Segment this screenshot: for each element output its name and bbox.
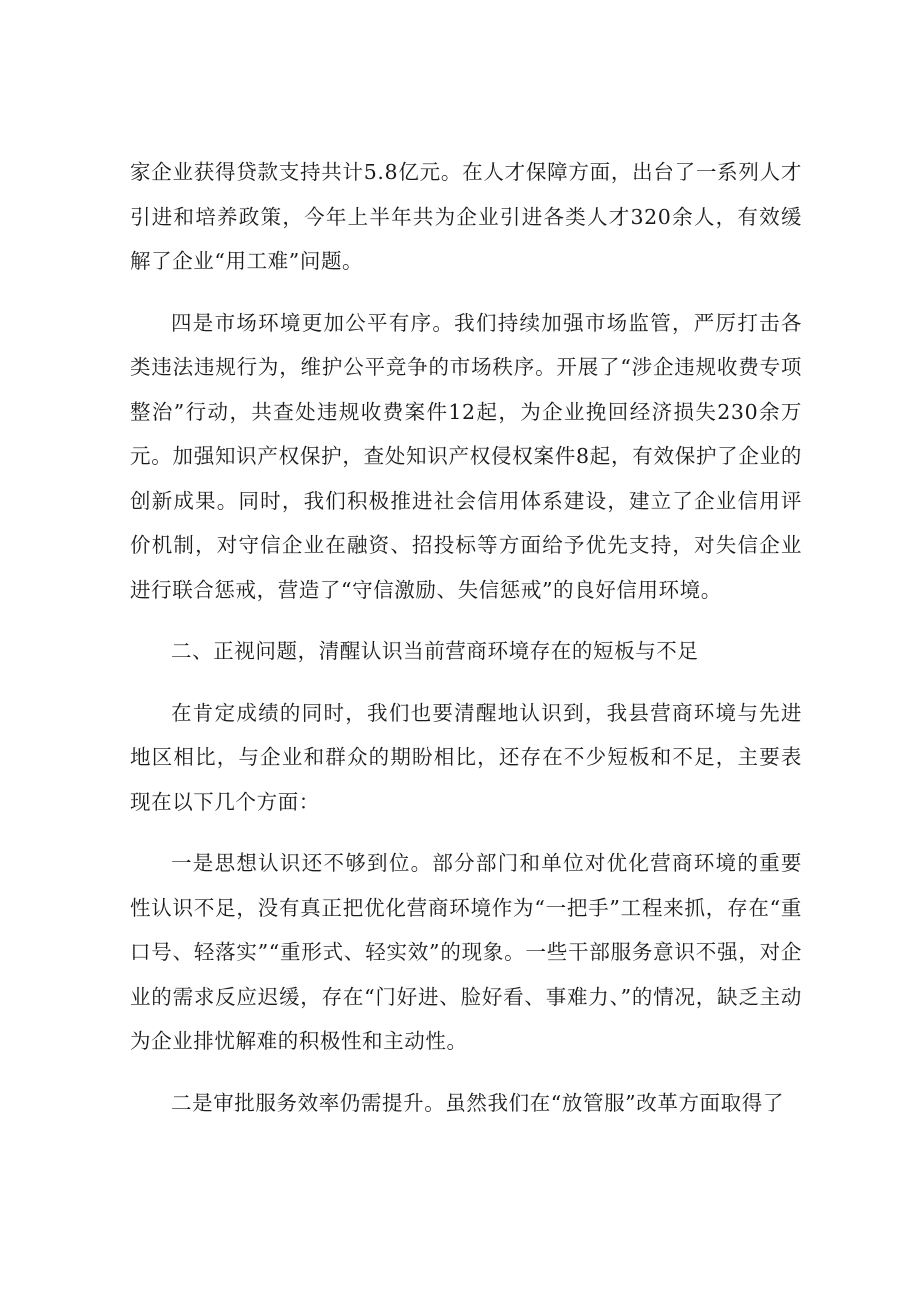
document-body: [130, 150, 802, 1142]
paragraph-market-environment: 四是市场环境更加公平有序。我们持续加强市场监管，严厉打击各类违法违规行为，维护公平竞争的市场秩序。开展了“涉企违规收费专项整治”行动，共查处违规收费案件12起，为企业挽回经济损失230余万元。加强知识产权保护，查处知识产权侵权案件8起，有效保护了企业的创新成果。同时，我们积极推进社会信用体系建设，建立了企业信用评价机制，对守信企业在融资、招投标等方面给予优先支持，对失信企业进行联合惩戒，营造了“守信激励、失信惩戒”的良好信用环境。: [130, 310, 802, 602]
paragraph-approval-efficiency: 二是审批服务效率仍需提升。虽然我们在“放管服”改革方面取得了: [171, 1090, 784, 1115]
section-heading-problems: 二、正视问题，清醒认识当前营商环境存在的短板与不足: [171, 639, 699, 663]
paragraph-ideological-awareness: 一是思想认识还不够到位。部分部门和单位对优化营商环境的重要性认识不足，没有真正把优化营商环境作为“一把手”工程来抓，存在“重口号、轻落实”“重形式、轻实效”的现象。一些干部服务意识不强，对企业的需求反应迟缓，存在“门好进、脸好看、事难力、”的情况，缺乏主动为企业排忧解难的积极性和主动性。: [130, 851, 802, 1053]
paragraph-loan-talent: 家企业获得贷款支持共计5.8亿元。在人才保障方面，出台了一系列人才引进和培养政策，今年上半年共为企业引进各类人才320余人，有效缓解了企业“用工难”问题。: [130, 160, 802, 273]
paragraph-shortcomings-intro: 在肯定成绩的同时，我们也要清醒地认识到，我县营商环境与先进地区相比，与企业和群众的期盼相比，还存在不少短板和不足，主要表现在以下几个方面：: [130, 700, 802, 814]
